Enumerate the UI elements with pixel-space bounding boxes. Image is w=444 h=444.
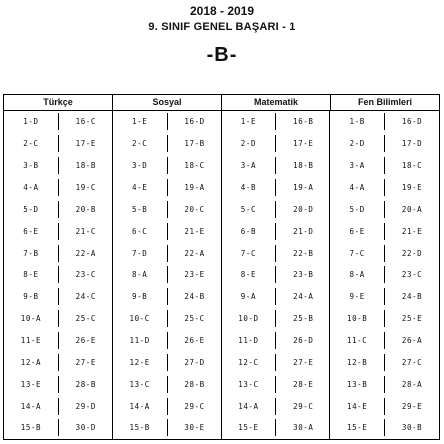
answer-cell: 3-D: [132, 161, 148, 171]
answer-cell: 17-E: [275, 135, 330, 152]
answer-cell: 26-E: [58, 332, 113, 349]
answer-row: [222, 223, 331, 240]
answer-cell: 14-A: [20, 401, 42, 411]
answer-cell: 10-D: [238, 314, 259, 324]
answer-cell: 1-B: [349, 117, 365, 127]
answer-cell: 16-C: [58, 113, 113, 130]
answer-cell: 15-E: [238, 423, 259, 433]
answer-cell: 8-A: [349, 270, 365, 280]
answer-cell: 28-B: [58, 376, 113, 393]
answer-cell: 28-E: [275, 376, 330, 393]
answers-grid: [4, 111, 439, 439]
answer-row: [113, 354, 222, 371]
answer-cell: 22-A: [58, 245, 113, 262]
matematik-answers: [222, 111, 331, 439]
answer-cell: 9-E: [349, 292, 365, 302]
answer-row: [113, 157, 222, 174]
answer-row: [330, 354, 439, 371]
answer-row: [222, 135, 331, 152]
answer-cell: 11-E: [20, 336, 42, 346]
answer-cell: 18-C: [384, 157, 439, 174]
answer-cell: 25-B: [275, 310, 330, 327]
answer-cell: 27-E: [58, 354, 113, 371]
answer-row: [4, 419, 113, 436]
answer-cell: 13-C: [129, 379, 150, 389]
answer-cell: 15-B: [129, 423, 150, 433]
answer-cell: 29-E: [384, 398, 439, 415]
answer-cell: 23-E: [167, 266, 222, 283]
fen-answers: [330, 111, 439, 439]
exam-title: 9. SINIF GENEL BAŞARI - 1: [148, 21, 296, 33]
answer-cell: 16-D: [167, 113, 222, 130]
answer-cell: 21-D: [275, 223, 330, 240]
answer-cell: 29-C: [167, 398, 222, 415]
school-year: 2018 - 2019: [189, 4, 255, 18]
answer-cell: 8-A: [132, 270, 148, 280]
answer-cell: 12-E: [129, 357, 150, 367]
answer-cell: 14-A: [238, 401, 259, 411]
answer-cell: 17-D: [384, 135, 439, 152]
answer-cell: 1-E: [240, 117, 257, 127]
answer-row: [4, 288, 113, 305]
answer-row: [222, 376, 331, 393]
answer-row: [113, 288, 222, 305]
answer-cell: 23-B: [275, 266, 330, 283]
answer-row: [113, 135, 222, 152]
answer-cell: 2-C: [132, 139, 148, 149]
answer-cell: 2-D: [240, 139, 257, 149]
answer-cell: 17-E: [58, 135, 113, 152]
answer-row: [113, 223, 222, 240]
answer-row: [330, 376, 439, 393]
sosyal-answers: [113, 111, 222, 439]
answer-row: [4, 179, 113, 196]
answer-cell: 18-B: [58, 157, 113, 174]
answer-cell: 28-B: [167, 376, 222, 393]
answer-cell: 3-B: [23, 161, 39, 171]
answer-row: [330, 157, 439, 174]
answer-row: [113, 245, 222, 262]
answer-cell: 28-A: [384, 376, 439, 393]
answer-cell: 12-A: [20, 357, 42, 367]
answer-row: [330, 266, 439, 283]
answer-cell: 24-B: [167, 288, 222, 305]
answer-cell: 22-A: [167, 245, 222, 262]
subject-sosyal: Sosyal: [113, 95, 222, 110]
answer-row: [113, 376, 222, 393]
answer-row: [222, 113, 331, 130]
answer-row: [330, 332, 439, 349]
answer-row: [113, 332, 222, 349]
answer-cell: 18-C: [167, 157, 222, 174]
answer-row: [222, 419, 331, 436]
answer-cell: 20-B: [58, 201, 113, 218]
answer-cell: 6-C: [132, 226, 148, 236]
answer-cell: 24-B: [384, 288, 439, 305]
answer-row: [222, 398, 331, 415]
answer-cell: 8-E: [23, 270, 39, 280]
answer-row: [4, 354, 113, 371]
answer-row: [330, 288, 439, 305]
answer-cell: 7-B: [23, 248, 39, 258]
answer-row: [4, 266, 113, 283]
answer-row: [222, 310, 331, 327]
answer-cell: 24-C: [58, 288, 113, 305]
answer-cell: 11-C: [346, 336, 368, 346]
answer-row: [4, 332, 113, 349]
subject-fen-bilimleri: Fen Bilimleri: [357, 97, 412, 107]
answer-cell: 19-E: [384, 179, 439, 196]
subject-turkce: Türkçe: [4, 95, 113, 110]
answer-cell: 4-A: [23, 183, 39, 192]
answer-row: [4, 157, 113, 174]
answer-row: [113, 113, 222, 130]
answer-cell: 26-E: [167, 332, 222, 349]
answer-cell: 1-E: [132, 117, 148, 127]
answer-row: [330, 419, 439, 436]
turkce-answers: [4, 111, 113, 439]
subject-header-row: [4, 95, 439, 111]
answer-cell: 25-C: [58, 310, 113, 327]
answer-cell: 14-A: [129, 401, 150, 411]
answer-cell: 10-C: [129, 314, 150, 324]
answer-cell: 20-C: [167, 201, 222, 218]
answer-cell: 9-B: [132, 292, 148, 302]
answer-cell: 5-C: [240, 204, 257, 214]
answer-cell: 24-A: [275, 288, 330, 305]
answer-cell: 6-E: [349, 226, 365, 236]
answer-cell: 21-E: [384, 223, 439, 240]
answer-row: [113, 201, 222, 218]
answer-cell: 2-D: [349, 139, 365, 149]
answer-cell: 12-B: [346, 357, 368, 367]
answer-cell: 4-B: [240, 183, 257, 192]
answer-cell: 6-B: [240, 226, 257, 236]
answer-row: [330, 113, 439, 130]
answer-cell: 13-C: [238, 379, 259, 389]
answer-cell: 3-A: [240, 161, 257, 171]
answer-cell: 10-B: [346, 314, 368, 324]
answer-row: [222, 201, 331, 218]
answer-cell: 16-D: [384, 113, 439, 130]
answer-row: [222, 266, 331, 283]
answer-cell: 30-D: [58, 419, 113, 436]
answer-cell: 22-B: [275, 245, 330, 262]
answer-row: [4, 398, 113, 415]
answer-cell: 20-D: [275, 201, 330, 218]
answer-cell: 29-C: [275, 398, 330, 415]
answer-cell: 19-A: [275, 179, 330, 196]
answer-cell: 18-B: [275, 157, 330, 174]
answer-row: [330, 310, 439, 327]
answer-row: [222, 245, 331, 262]
answer-cell: 27-E: [275, 354, 330, 371]
answer-cell: 4-E: [132, 183, 148, 192]
answer-cell: 17-B: [167, 135, 222, 152]
answer-cell: 10-A: [20, 314, 42, 324]
answer-cell: 5-D: [349, 204, 365, 214]
answer-cell: 23-C: [58, 266, 113, 283]
answer-row: [113, 179, 222, 196]
answer-row: [222, 354, 331, 371]
answer-row: [113, 310, 222, 327]
booklet-label: -B-: [206, 44, 238, 66]
answer-cell: 16-B: [275, 113, 330, 130]
answer-cell: 26-D: [275, 332, 330, 349]
answer-cell: 1-D: [23, 117, 39, 127]
answer-cell: 30-A: [275, 419, 330, 436]
answer-row: [330, 223, 439, 240]
answer-row: [4, 376, 113, 393]
answer-row: [4, 135, 113, 152]
answer-row: [222, 179, 331, 196]
answer-cell: 26-A: [384, 332, 439, 349]
answer-cell: 7-D: [132, 248, 148, 258]
answer-cell: 19-C: [58, 179, 113, 196]
answer-key-table: [3, 94, 440, 440]
answer-cell: 20-A: [384, 201, 439, 218]
answer-cell: 8-E: [240, 270, 257, 280]
answer-row: [113, 419, 222, 436]
answer-row: [4, 245, 113, 262]
answer-cell: 15-B: [20, 423, 42, 433]
answer-cell: 13-B: [346, 379, 368, 389]
answer-cell: 4-A: [349, 183, 365, 192]
answer-cell: 25-E: [384, 310, 439, 327]
answer-cell: 27-D: [167, 354, 222, 371]
answer-row: [222, 332, 331, 349]
answer-cell: 22-D: [384, 245, 439, 262]
answer-cell: 11-D: [129, 336, 150, 346]
answer-cell: 3-A: [349, 161, 365, 171]
answer-cell: 2-C: [23, 139, 39, 149]
answer-row: [330, 245, 439, 262]
answer-cell: 13-E: [20, 379, 42, 389]
answer-row: [222, 288, 331, 305]
answer-cell: 30-E: [167, 419, 222, 436]
answer-cell: 25-C: [167, 310, 222, 327]
answer-row: [113, 398, 222, 415]
answer-cell: 5-B: [132, 204, 148, 214]
answer-row: [113, 266, 222, 283]
subject-matematik: Matematik: [222, 95, 331, 110]
answer-cell: 9-B: [23, 292, 39, 302]
answer-row: [330, 135, 439, 152]
answer-cell: 7-C: [240, 248, 257, 258]
answer-cell: 14-E: [346, 401, 368, 411]
answer-row: [4, 310, 113, 327]
answer-cell: 21-E: [167, 223, 222, 240]
answer-cell: 11-D: [238, 336, 259, 346]
answer-row: [330, 179, 439, 196]
answer-row: [4, 113, 113, 130]
answer-cell: 5-D: [23, 204, 39, 214]
answer-cell: 23-C: [384, 266, 439, 283]
answer-row: [4, 223, 113, 240]
answer-cell: 9-A: [240, 292, 257, 302]
answer-row: [4, 201, 113, 218]
answer-cell: 19-A: [167, 179, 222, 196]
answer-cell: 15-E: [346, 423, 368, 433]
answer-row: [222, 157, 331, 174]
answer-cell: 27-C: [384, 354, 439, 371]
answer-cell: 12-C: [238, 357, 259, 367]
answer-cell: 21-C: [58, 223, 113, 240]
answer-row: [330, 201, 439, 218]
answer-cell: 30-B: [384, 419, 439, 436]
answer-cell: 6-E: [23, 226, 39, 236]
answer-cell: 29-D: [58, 398, 113, 415]
answer-cell: 7-C: [349, 248, 365, 258]
answer-row: [330, 398, 439, 415]
